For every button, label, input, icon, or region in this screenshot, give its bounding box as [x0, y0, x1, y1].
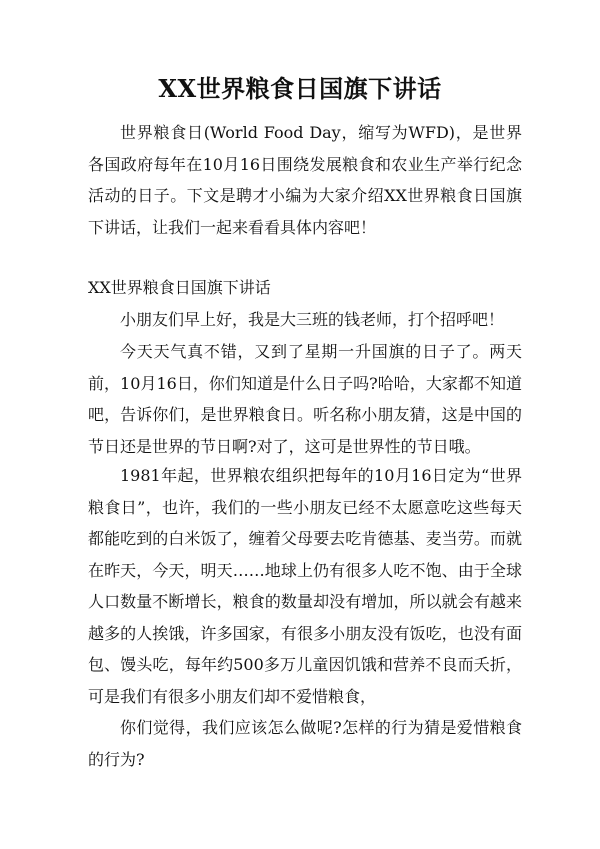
intro-paragraph: 世界粮食日(World Food Day，缩写为WFD)，是世界各国政府每年在10月16日围绕发展粮食和农业生产举行纪念活动的日子。下文是聘才小编为大家介绍XX世界粮食日国旗下讲话，让我们一起来看看具体内容吧！: [88, 123, 522, 237]
body-paragraph-1: 小朋友们早上好，我是大三班的钱老师，打个招呼吧！: [120, 310, 505, 329]
section-heading: XX世界粮食日国旗下讲话: [88, 278, 271, 297]
body-paragraph-2: 今天天气真不错，又到了星期一升国旗的日子了。两天前，10月16日，你们知道是什么日子吗?哈哈，大家都不知道吧，告诉你们，是世界粮食日。听名称小朋友猜，这是中国的节日还是世界的节日啊?对了，这可是世界性的节日哦。: [88, 342, 522, 456]
body-paragraph-3: 1981年起，世界粮农组织把每年的10月16日定为“世界粮食日”，也许，我们的一些小朋友已经不太愿意吃这些每天都能吃到的白米饭了，缠着父母要去吃肯德基、麦当劳。而就在昨天，今天，明天……地球上仍有很多人吃不饱、由于全球人口数量不断增长，粮食的数量却没有增加，所以就会有越来越多的人挨饿，许多国家，有很多小朋友没有饭吃，也没有面包、馒头吃，每年约500多万儿童因饥饿和营养不良而夭折，可是我们有很多小朋友们却不爱惜粮食，: [88, 466, 522, 706]
document-title: XX世界粮食日国旗下讲话: [158, 74, 442, 103]
body-paragraph-4: 你们觉得，我们应该怎么做呢?怎样的行为猜是爱惜粮食的行为?: [88, 718, 522, 769]
